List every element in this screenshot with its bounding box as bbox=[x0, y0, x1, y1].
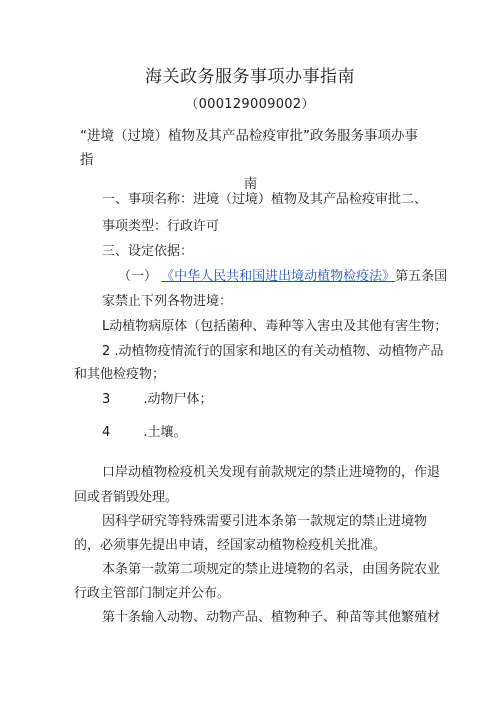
paragraph-2-line-2: 的，必须事先提出申请，经国家动植物检疫机关批准。 bbox=[74, 538, 387, 553]
law-reference-line bbox=[118, 267, 447, 287]
prohibited-item-2: 2 .动植物疫情流行的国家和地区的有关动植物、动植物产品 bbox=[102, 344, 444, 359]
paragraph-4-line-1: 第十条输入动物、动物产品、植物种子、种苗等其他繁殖材 bbox=[102, 610, 441, 625]
document-subtitle bbox=[80, 124, 425, 196]
legal-basis-heading: 三、设定依据： bbox=[102, 244, 194, 259]
prohibited-item-4: 4 .土壤。 bbox=[102, 425, 187, 440]
subtitle-line-2: 南 bbox=[243, 176, 258, 192]
law-suffix: 第五条国 bbox=[395, 269, 448, 284]
paragraph-1-line-1: 口岸动植物检疫机关发现有前款规定的禁止进境物的，作退 bbox=[102, 465, 441, 480]
paragraph-3-line-2: 行政主管部门制定并公布。 bbox=[74, 586, 231, 601]
item-type-line: 事项类型：行政许可 bbox=[102, 219, 220, 234]
prohibited-item-2-cont: 和其他检疫物； bbox=[74, 367, 166, 382]
service-code: （000129009002） bbox=[185, 97, 315, 112]
paragraph-2-line-1: 因科学研究等特殊需要引进本条第一款规定的禁止进境物 bbox=[102, 514, 428, 529]
page-title: 海关政务服务事项办事指南 bbox=[145, 67, 355, 87]
law-prefix: （一） bbox=[118, 269, 158, 284]
paragraph-3-line-1: 本条第一款第二项规定的禁止进境物的名录，由国务院农业 bbox=[102, 562, 441, 577]
subtitle-line-1: “进境（过境）植物及其产品检疫审批”政务服务事项办事指 bbox=[80, 128, 418, 168]
paragraph-1-line-2: 回或者销毁处理。 bbox=[74, 490, 179, 505]
law-link[interactable]: 《中华人民共和国进出境动植物检疫法》 bbox=[161, 269, 396, 284]
item-name-line: 一、事项名称：进境（过境）植物及其产品检疫审批二、 bbox=[102, 192, 428, 207]
prohibited-item-1: L动植物病原体（包括菌种、毒种等入害虫及其他有害生物； bbox=[102, 319, 448, 334]
law-continuation: 家禁止下列各物进境： bbox=[102, 294, 233, 309]
prohibited-item-3: 3 .动物尸体； bbox=[102, 392, 213, 407]
